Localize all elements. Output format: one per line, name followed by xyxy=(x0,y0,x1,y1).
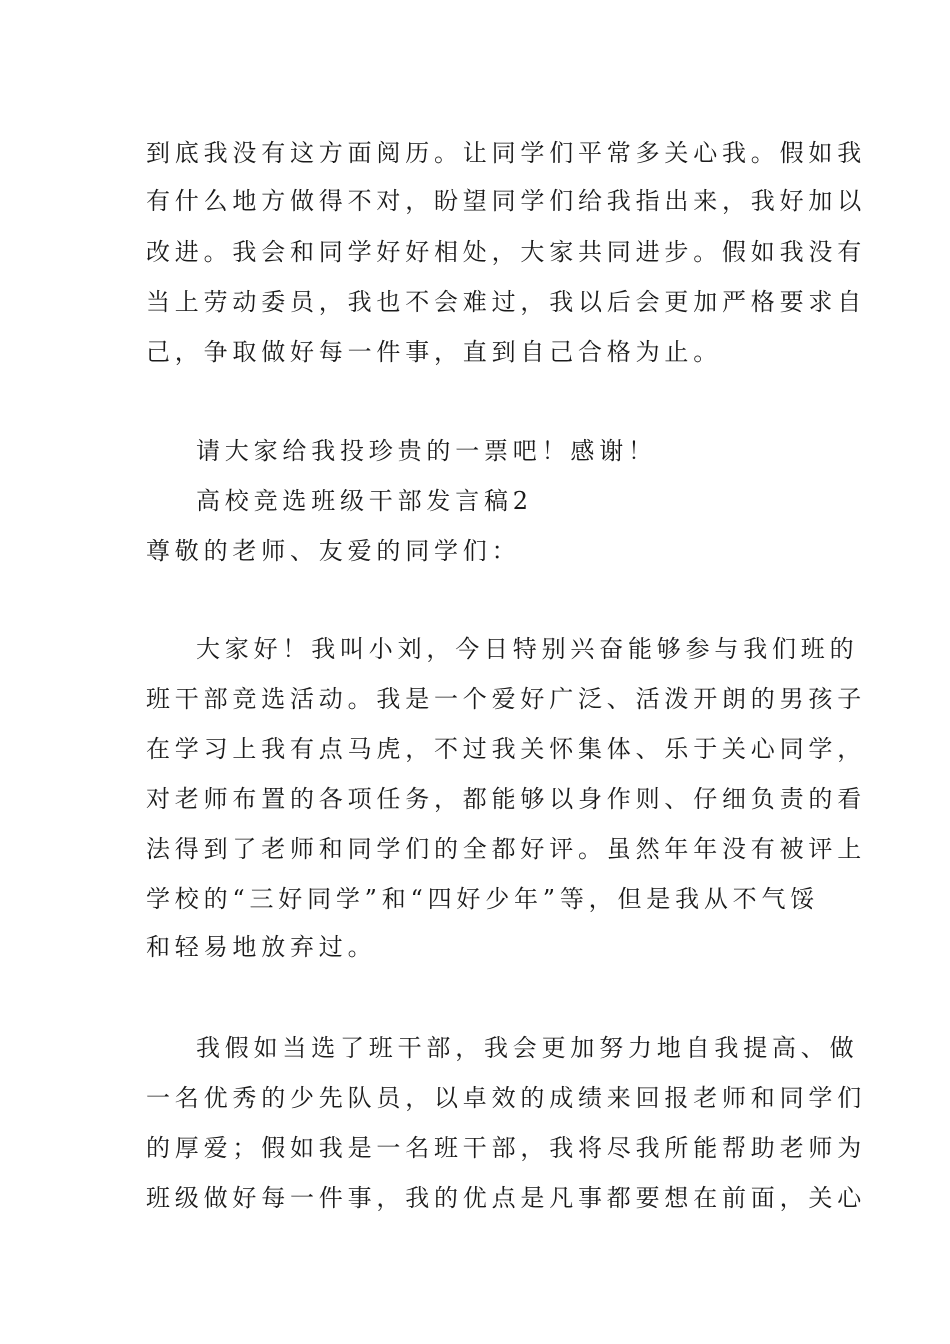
paragraph-line: 己，争取做好每一件事，直到自己合格为止。 xyxy=(146,338,722,366)
greeting-line: 尊敬的老师、友爱的同学们： xyxy=(146,537,521,565)
paragraph-line: 在学习上我有点马虎，不过我关怀集体、乐于关心同学， xyxy=(146,735,866,763)
paragraph-line: 大家好！我叫小刘，今日特别兴奋能够参与我们班的 xyxy=(196,635,859,663)
paragraph-line: 到底我没有这方面阅历。让同学们平常多关心我。假如我 xyxy=(146,139,866,167)
paragraph-line: 对老师布置的各项任务，都能够以身作则、仔细负责的看 xyxy=(146,785,866,813)
paragraph-line: 的厚爱；假如我是一名班干部，我将尽我所能帮助老师为 xyxy=(146,1134,866,1162)
paragraph-line: 一名优秀的少先队员，以卓效的成绩来回报老师和同学们 xyxy=(146,1084,866,1112)
paragraph-line: 班级做好每一件事，我的优点是凡事都要想在前面，关心 xyxy=(146,1184,866,1212)
section-title: 高校竞选班级干部发言稿2 xyxy=(196,487,533,515)
paragraph-line: 我假如当选了班干部，我会更加努力地自我提高、做 xyxy=(196,1034,859,1062)
paragraph-line: 改进。我会和同学好好相处，大家共同进步。假如我没有 xyxy=(146,238,866,266)
paragraph-line: 当上劳动委员，我也不会难过，我以后会更加严格要求自 xyxy=(146,288,866,316)
paragraph-line: 有什么地方做得不对，盼望同学们给我指出来，我好加以 xyxy=(146,187,866,215)
closing-line: 请大家给我投珍贵的一票吧！感谢！ xyxy=(196,437,657,465)
paragraph-line: 班干部竞选活动。我是一个爱好广泛、活泼开朗的男孩子 xyxy=(146,685,866,713)
paragraph-line: 和轻易地放弃过。 xyxy=(146,933,377,961)
paragraph-line: 法得到了老师和同学们的全都好评。虽然年年没有被评上 xyxy=(146,835,866,863)
paragraph-line: 学校的“三好同学”和“四好少年”等，但是我从不气馁 xyxy=(146,885,820,913)
